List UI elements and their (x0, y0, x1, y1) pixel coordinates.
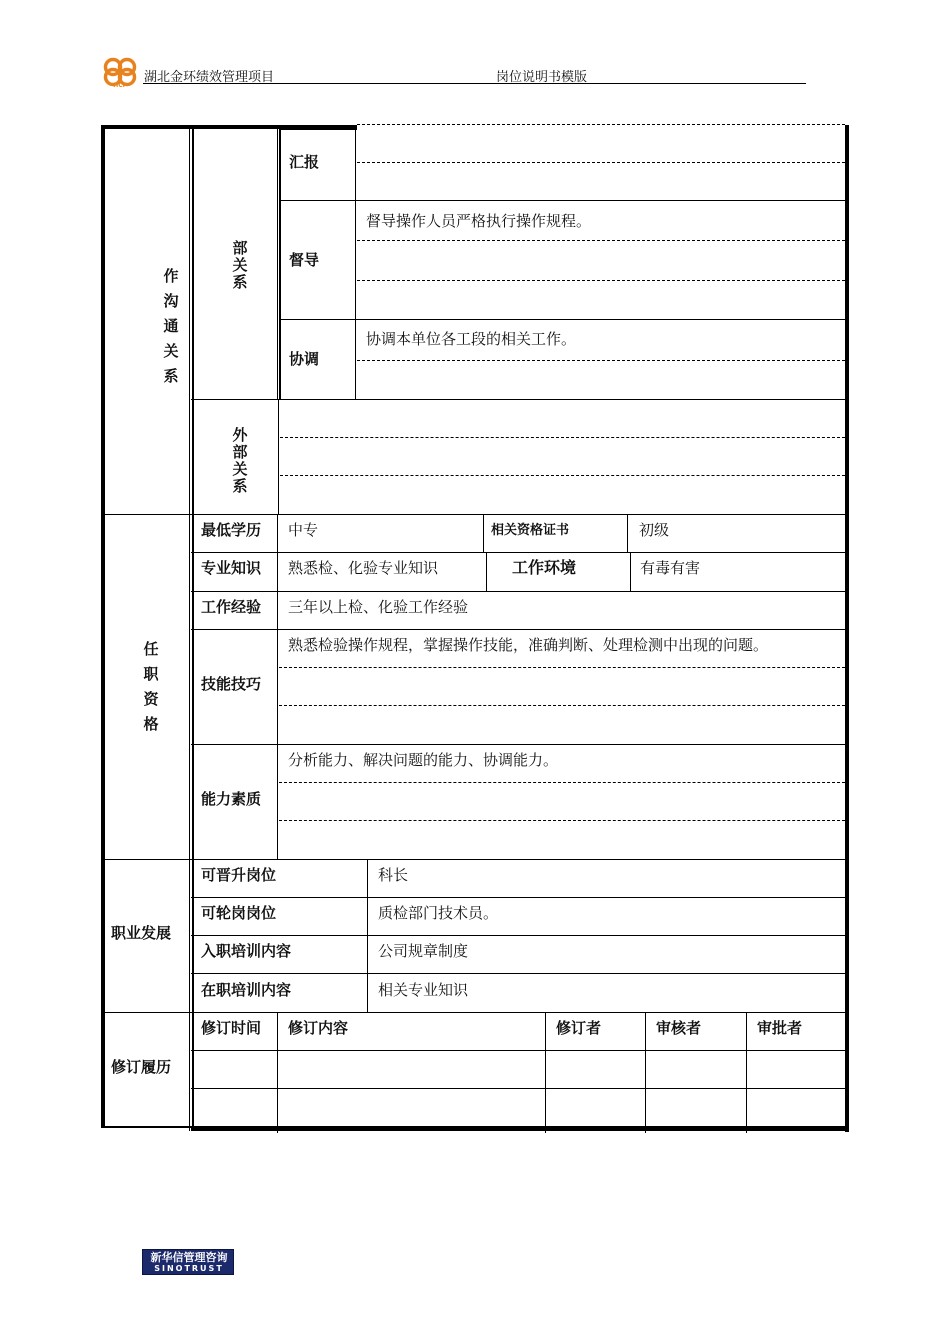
supervise-line-2 (357, 280, 845, 281)
skill-line-2 (279, 705, 845, 706)
env-label: 工作环境 (512, 558, 577, 577)
internal-bottom-rule (191, 399, 845, 400)
supervise-bottom-rule (279, 319, 845, 320)
ability-line-2 (279, 820, 845, 821)
communication-bottom-rule (103, 514, 845, 515)
label-col-separator (279, 129, 281, 400)
edu-bottom-rule (191, 552, 845, 553)
career-bottom-rule (103, 1012, 845, 1013)
inservice-value: 相关专业知识 (378, 981, 469, 999)
revision-header-reviser: 修订者 (556, 1019, 602, 1037)
knowledge-label: 专业知识 (201, 559, 262, 577)
internal-relations-label: 部关系 (232, 239, 248, 291)
qualification-section-label: 任职资格 (143, 640, 159, 733)
table-left-border (101, 125, 105, 1128)
ability-label: 能力素质 (201, 790, 262, 808)
edu-cert-separator (483, 515, 484, 553)
exp-label: 工作经验 (201, 598, 262, 616)
exp-bottom-rule (191, 629, 845, 630)
env-value: 有毒有害 (640, 559, 701, 577)
career-section-label: 职业发展 (111, 924, 172, 942)
promote-value: 科长 (378, 866, 409, 884)
rotate-bottom-rule (191, 935, 845, 936)
external-line-2 (280, 475, 845, 476)
coordinate-line-1 (357, 360, 845, 361)
revision-header-time: 修订时间 (201, 1019, 262, 1037)
coordinate-label: 协调 (289, 350, 320, 368)
cert-label: 相关资格证书 (491, 523, 570, 538)
revision-col-1-separator (277, 1013, 278, 1133)
cert-value-separator (627, 515, 628, 553)
revision-col-3-separator (645, 1013, 646, 1133)
logo-text: HCF (113, 82, 127, 89)
inservice-label: 在职培训内容 (201, 981, 292, 999)
document-title: 岗位说明书模版 (496, 70, 588, 85)
revision-header-content: 修订内容 (288, 1019, 349, 1037)
report-label: 汇报 (289, 153, 320, 171)
external-relations-label: 外部关系 (232, 426, 248, 495)
promote-bottom-rule (191, 897, 845, 898)
revision-header-reviewer: 审核者 (656, 1019, 702, 1037)
footer-logo (142, 1249, 234, 1275)
content-col-separator (355, 125, 356, 400)
revision-row-1-bottom-rule (191, 1088, 845, 1089)
table-right-border (845, 125, 849, 1132)
edu-value: 中专 (288, 521, 319, 539)
skill-value: 熟悉检验操作规程，掌握操作技能，准确判断、处理检测中出现的问题。 (288, 636, 769, 654)
promote-label: 可晋升岗位 (201, 866, 277, 884)
onboard-bottom-rule (191, 973, 845, 974)
rotate-label: 可轮岗岗位 (201, 904, 277, 922)
rotate-value: 质检部门技术员。 (378, 904, 499, 922)
report-line-1 (357, 124, 845, 125)
env-value-separator (630, 553, 631, 591)
supervise-label: 督导 (289, 251, 320, 269)
knowledge-bottom-rule (191, 591, 845, 592)
revision-col-4-separator (746, 1013, 747, 1133)
revision-header-approver: 审批者 (757, 1019, 803, 1037)
communication-section-label: 作沟通关系 (163, 267, 179, 385)
supervise-text: 督导操作人员严格执行操作规程。 (366, 212, 592, 230)
cert-value: 初级 (639, 521, 670, 539)
external-line-1 (280, 437, 845, 438)
ability-line-1 (279, 782, 845, 783)
project-name: 湖北金环绩效管理项目 (144, 70, 275, 85)
edu-label: 最低学历 (201, 521, 262, 539)
skill-bottom-rule (191, 744, 845, 745)
table-bottom-border-inner (191, 1128, 849, 1131)
knowledge-env-separator (486, 553, 487, 591)
qualification-label-separator (277, 515, 278, 860)
report-line-2 (357, 162, 845, 163)
section-separator-inner (192, 129, 194, 1131)
footer-logo-english: SINOTRUST (154, 1264, 224, 1273)
revision-col-2-separator (545, 1013, 546, 1133)
report-bottom-rule (279, 200, 845, 201)
report-top-rule (279, 128, 357, 130)
onboard-label: 入职培训内容 (201, 942, 292, 960)
ability-value: 分析能力、解决问题的能力、协调能力。 (288, 751, 559, 769)
internal-sub-separator (277, 129, 278, 400)
career-label-separator (367, 860, 368, 1012)
section-separator (189, 129, 190, 1131)
external-label-separator (278, 400, 279, 515)
exp-value: 三年以上检、化验工作经验 (288, 598, 469, 616)
revision-section-label: 修订履历 (111, 1058, 172, 1076)
footer-logo-chinese: 新华信管理咨询 (150, 1251, 228, 1264)
coordinate-text: 协调本单位各工段的相关工作。 (366, 330, 577, 348)
onboard-value: 公司规章制度 (378, 942, 469, 960)
knowledge-value: 熟悉检、化验专业知识 (288, 559, 439, 577)
qualification-bottom-rule (103, 859, 845, 860)
skill-label: 技能技巧 (201, 675, 262, 693)
supervise-line-1 (357, 240, 845, 241)
revision-header-bottom-rule (191, 1050, 845, 1051)
skill-line-1 (279, 667, 845, 668)
